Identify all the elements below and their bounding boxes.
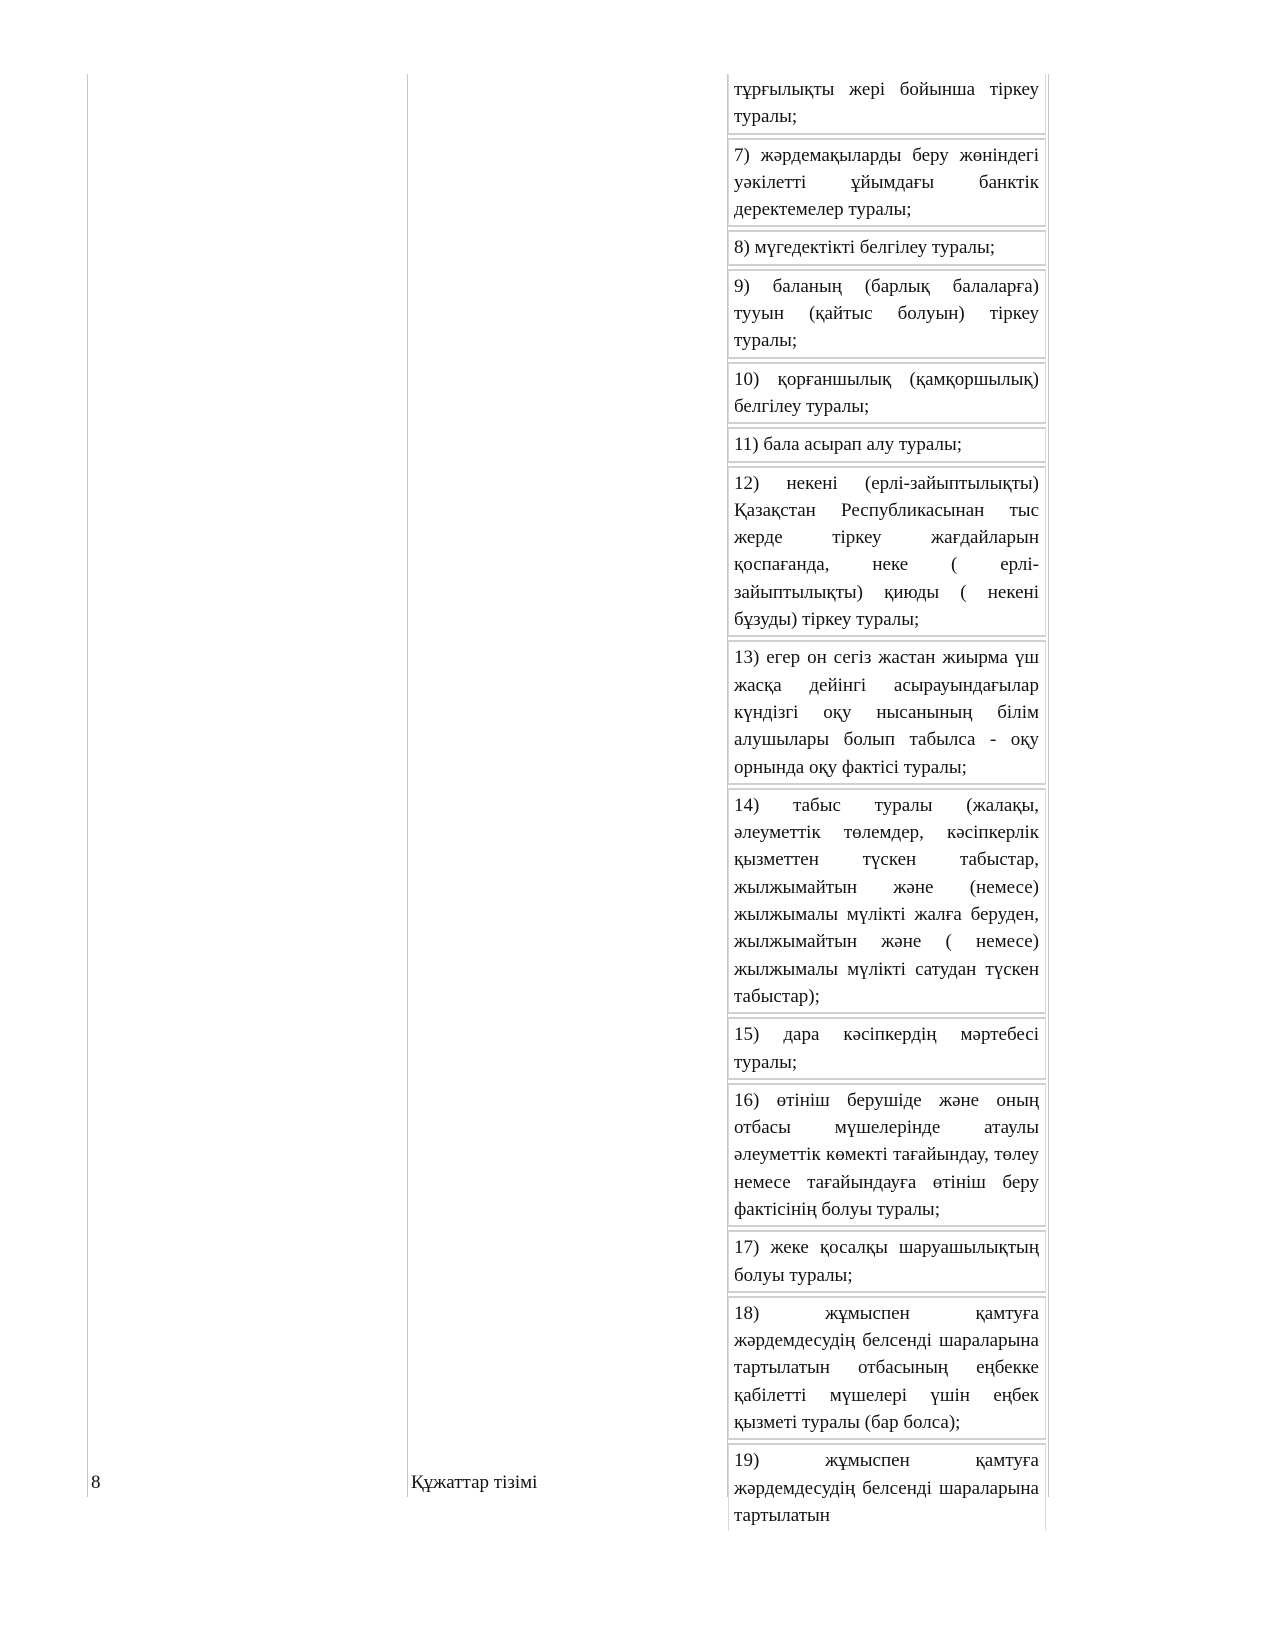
table-border-col2 [407, 74, 408, 1497]
list-item: 11) бала асырап алу туралы; [728, 427, 1046, 462]
row-number: 8 [91, 1472, 101, 1493]
list-item: 15) дара кәсіпкердің мәртебесі туралы; [728, 1017, 1046, 1080]
list-item: 10) қорғаншылық (қамқоршылық) белгілеу туралы; [728, 362, 1046, 425]
row-label: Құжаттар тізімі [411, 1472, 538, 1493]
table-border-left [87, 74, 88, 1497]
list-item: тұрғылықты жері бойынша тіркеу туралы; [728, 74, 1046, 135]
table-border-right [1048, 74, 1049, 1497]
list-item: 13) егер он сегіз жастан жиырма үш жасқа дейінгі асырауындағылар күндізгі оқу нысанының білім алушылары болып табылса - оқу орнында оқу фактісі туралы; [728, 640, 1046, 784]
list-item: 8) мүгедектікті белгілеу туралы; [728, 230, 1046, 265]
list-item: 7) жәрдемақыларды беру жөніндегі уәкілетті ұйымдағы банктік деректемелер туралы; [728, 138, 1046, 228]
list-item: 16) өтініш берушіде және оның отбасы мүшелерінде атаулы әлеуметтік көмекті тағайындау, төлеу немесе тағайындауға өтініш беру фактісінің болуы туралы; [728, 1083, 1046, 1227]
list-item: 12) некені (ерлі-зайыптылықты) Қазақстан Республикасынан тыс жерде тіркеу жағдайларын қоспағанда, неке ( ерлі-зайыптылықты) қиюды ( некені бұзуды) тіркеу туралы; [728, 466, 1046, 638]
list-item: 14) табыс туралы (жалақы, әлеуметтік төлемдер, кәсіпкерлік қызметтен түскен табыстар, жылжымайтын және (немесе) жылжымалы мүлікті жалға беруден, жылжымайтын және ( немесе) жылжымалы мүлікті сатудан түскен табыстар); [728, 788, 1046, 1014]
document-list-column [728, 74, 1046, 1531]
list-item: 19) жұмыспен қамтуға жәрдемдесудің белсенді шараларына тартылатын [728, 1443, 1046, 1531]
list-item: 18) жұмыспен қамтуға жәрдемдесудің белсенді шараларына тартылатын отбасының еңбекке қабілетті мүшелері үшін еңбек қызметі туралы (бар болса); [728, 1296, 1046, 1440]
list-item: 17) жеке қосалқы шаруашылықтың болуы туралы; [728, 1230, 1046, 1293]
list-item: 9) баланың (барлық балаларға) тууын (қайтыс болуын) тіркеу туралы; [728, 269, 1046, 359]
